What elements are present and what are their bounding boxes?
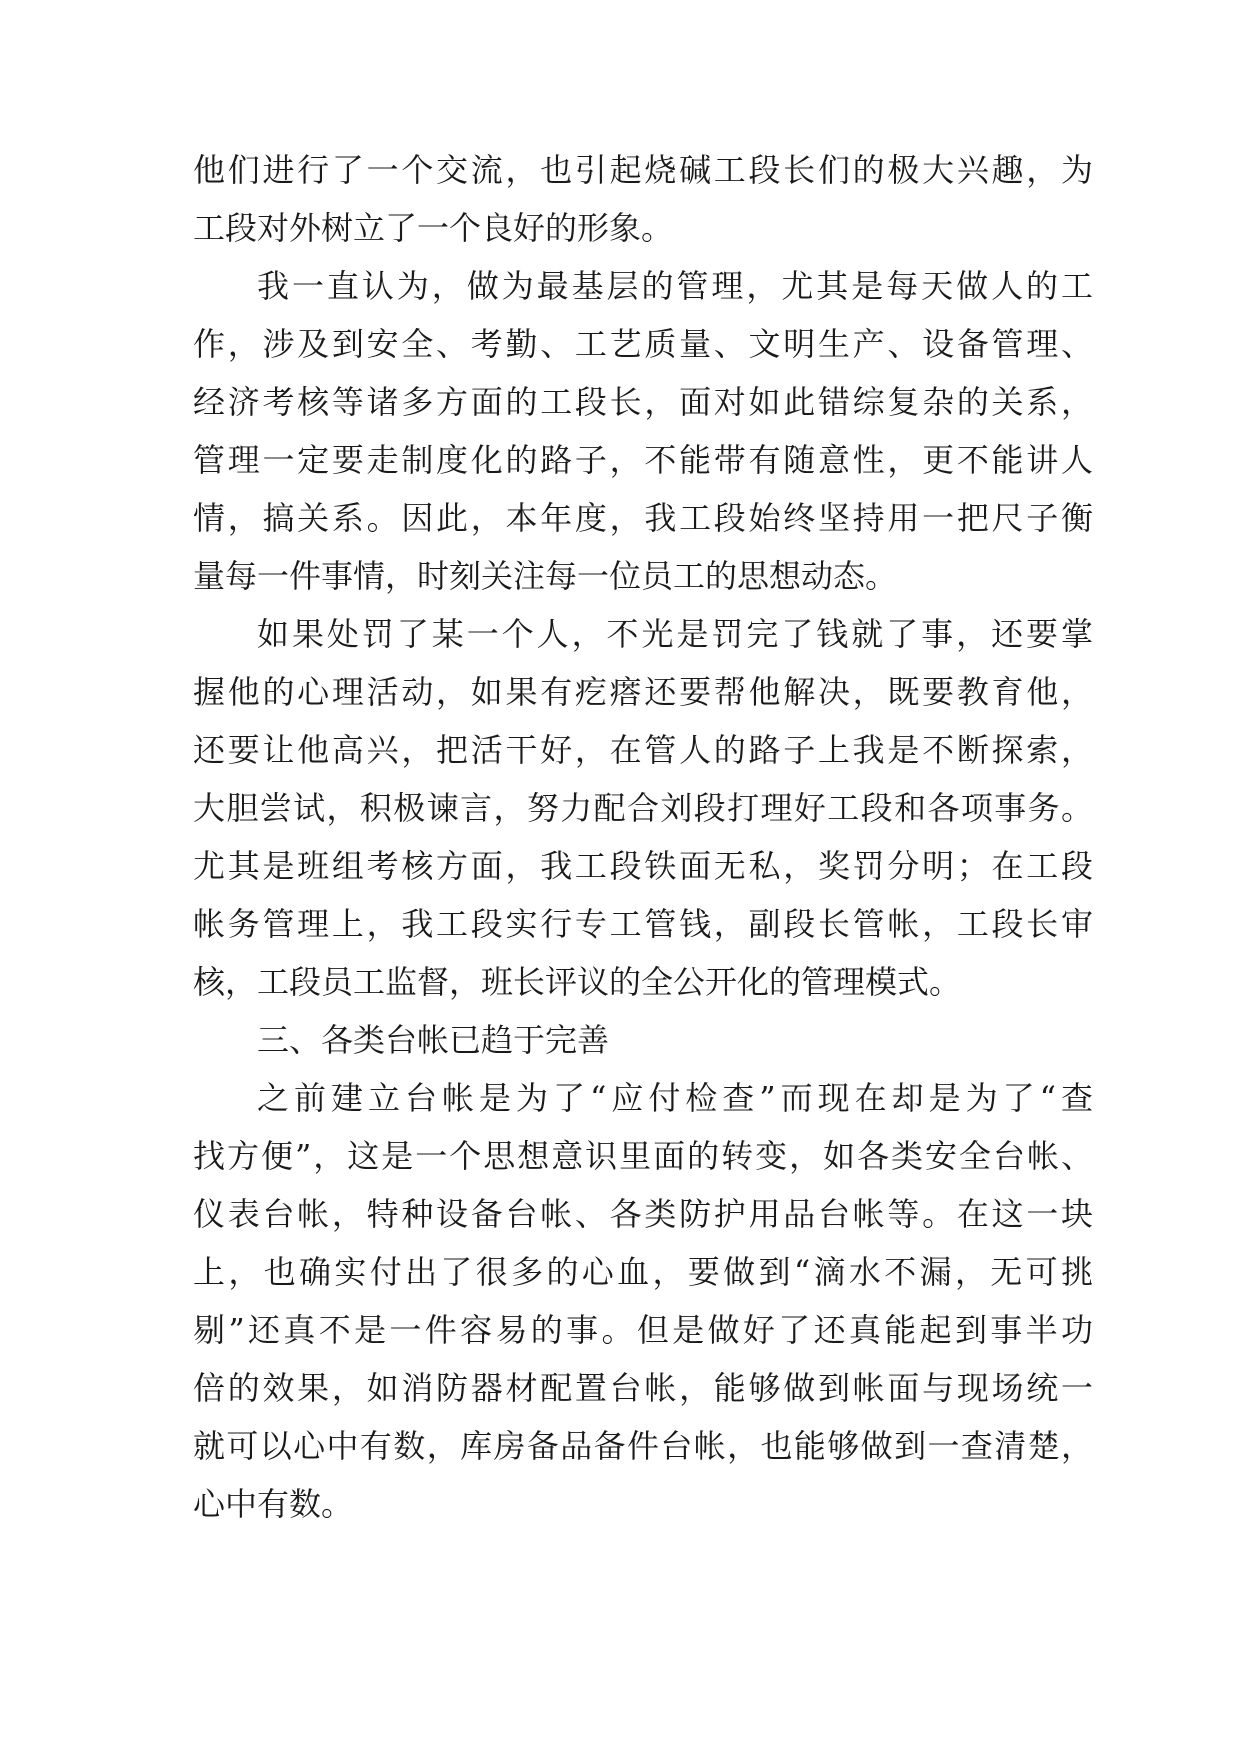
text-line: 他们进行了一个交流，也引起烧碱工段长们的极大兴趣，为	[193, 151, 1093, 189]
text-line: 经济考核等诸多方面的工段长，面对如此错综复杂的关系，	[193, 383, 1093, 421]
text-line: 上，也确实付出了很多的心血，要做到“滴水不漏，无可挑	[193, 1253, 1093, 1291]
text-line: 心中有数。	[193, 1485, 354, 1523]
text-line: 量每一件事情，时刻关注每一位员工的思想动态。	[193, 557, 898, 595]
text-line: 如果处罚了某一个人，不光是罚完了钱就了事，还要掌	[257, 615, 1093, 653]
text-line: 作，涉及到安全、考勤、工艺质量、文明生产、设备管理、	[193, 325, 1093, 363]
text-line: 倍的效果，如消防器材配置台帐，能够做到帐面与现场统一	[193, 1369, 1093, 1407]
text-line: 握他的心理活动，如果有疙瘩还要帮他解决，既要教育他，	[193, 673, 1093, 711]
text-line: 工段对外树立了一个良好的形象。	[193, 209, 674, 247]
text-line: 尤其是班组考核方面，我工段铁面无私，奖罚分明；在工段	[193, 847, 1093, 885]
text-line: 之前建立台帐是为了“应付检查”而现在却是为了“查	[257, 1079, 1093, 1117]
text-line: 还要让他高兴，把活干好，在管人的路子上我是不断探索，	[193, 731, 1093, 769]
text-line: 找方便”，这是一个思想意识里面的转变，如各类安全台帐、	[193, 1137, 1093, 1175]
text-line: 剔”还真不是一件容易的事。但是做好了还真能起到事半功	[193, 1311, 1093, 1349]
text-line: 就可以心中有数，库房备品备件台帐，也能够做到一查清楚，	[193, 1427, 1093, 1465]
text-line: 我一直认为，做为最基层的管理，尤其是每天做人的工	[257, 267, 1093, 305]
section-heading: 三、各类台帐已趋于完善	[257, 1021, 610, 1059]
text-line: 大胆尝试，积极谏言，努力配合刘段打理好工段和各项事务。	[193, 789, 1093, 827]
text-line: 核，工段员工监督，班长评议的全公开化的管理模式。	[193, 963, 962, 1001]
text-line: 帐务管理上，我工段实行专工管钱，副段长管帐，工段长审	[193, 905, 1093, 943]
text-line: 仪表台帐，特种设备台帐、各类防护用品台帐等。在这一块	[193, 1195, 1093, 1233]
text-line: 管理一定要走制度化的路子，不能带有随意性，更不能讲人	[193, 441, 1093, 479]
text-line: 情，搞关系。因此，本年度，我工段始终坚持用一把尺子衡	[193, 499, 1093, 537]
